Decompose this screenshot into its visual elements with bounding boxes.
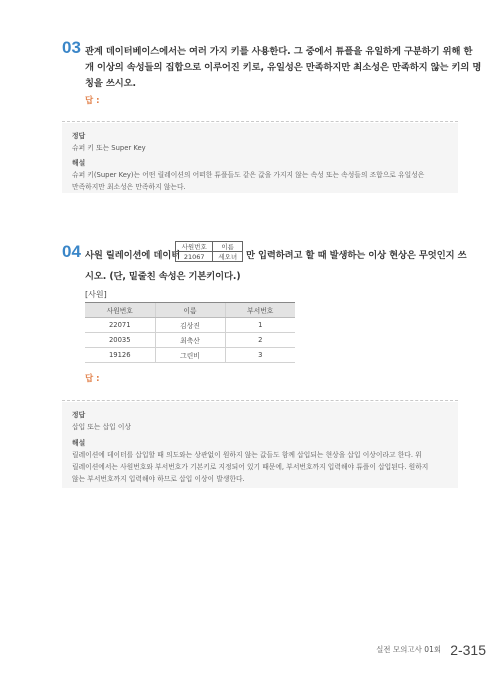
explanation-line: 만족하지만 최소성은 만족하지 않는다. <box>72 183 186 191</box>
table-row <box>85 348 295 363</box>
answer-divider <box>62 400 458 401</box>
explanation-line: 슈퍼 키(Super Key)는 어떤 릴레이션의 어떠한 튜플들도 같은 값을 가지지 않는 속성 또는 속성들의 조합으로 유일성은 <box>72 171 425 179</box>
answer-heading: 정답 <box>72 411 86 419</box>
explanation-heading: 해설 <box>72 439 86 447</box>
table-cell: 2 <box>225 333 295 348</box>
page-footer <box>376 639 486 658</box>
question-number: 04 <box>62 242 81 261</box>
question-text-line: 개 이상의 속성들의 집합으로 이루어진 키로, 유일성은 만족하지만 최소성은 만족하지 않는 키의 명 <box>85 62 482 73</box>
inline-header-cell: 사원번호 <box>176 242 213 252</box>
question-number: 03 <box>62 38 81 57</box>
page-number: 2-315 <box>450 641 486 658</box>
table-row <box>85 318 295 333</box>
solution-box <box>62 123 458 193</box>
relation-title: [사원] <box>85 290 107 299</box>
question-text-line: 만 입력하려고 할 때 발생하는 이상 현상은 무엇인지 쓰 <box>246 250 467 261</box>
column-header: 부서번호 <box>225 303 295 318</box>
footer-section-label: 실전 모의고사 01회 <box>376 645 442 654</box>
answer-label: 답 : <box>85 374 100 384</box>
explanation-line: 않는 부서번호까지 입력해야 하므로 삽입 이상이 발생한다. <box>72 475 245 483</box>
answer-heading: 정답 <box>72 132 86 140</box>
table-cell: 22071 <box>85 318 155 333</box>
table-row <box>85 333 295 348</box>
answer-label: 답 : <box>85 96 100 106</box>
question-text-line: 사원 릴레이션에 데이터 <box>85 250 181 261</box>
inline-value-cell: 21067 <box>176 252 213 262</box>
relation-table <box>85 302 295 363</box>
table-cell: 19126 <box>85 348 155 363</box>
explanation-heading: 해설 <box>72 159 86 167</box>
explanation-line: 릴레이션에서는 사원번호와 부서번호가 기본키로 지정되어 있기 때문에, 부서번호까지 입력해야 튜플이 삽입된다. 원하지 <box>72 463 429 471</box>
question-text-line: 칭을 쓰시오. <box>85 78 136 89</box>
answer-text: 삽입 또는 삽입 이상 <box>72 423 132 431</box>
table-cell: 김상진 <box>155 318 225 333</box>
question-text-line: 관계 데이터베이스에서는 여러 가지 키를 사용한다. 그 중에서 튜플을 유일하게 구분하기 위해 한 <box>85 46 473 57</box>
inline-header-cell: 이름 <box>213 242 243 252</box>
answer-text: 슈퍼 키 또는 Super Key <box>72 144 146 152</box>
inline-data-table <box>175 241 243 262</box>
table-cell: 최축산 <box>155 333 225 348</box>
table-cell: 그린비 <box>155 348 225 363</box>
solution-box <box>62 402 458 488</box>
table-cell: 3 <box>225 348 295 363</box>
explanation-line: 릴레이션에 데이터를 삽입할 때 의도와는 상관없이 원하지 않는 값들도 함께 삽입되는 현상을 삽입 이상이라고 한다. 위 <box>72 451 422 459</box>
inline-value-cell: 세오녀 <box>213 252 243 262</box>
column-header: 이름 <box>155 303 225 318</box>
answer-divider <box>62 121 458 122</box>
table-cell: 1 <box>225 318 295 333</box>
table-header-row <box>85 303 295 318</box>
column-header: 사원번호 <box>85 303 155 318</box>
question-text-line: 시오. (단, 밑줄친 속성은 기본키이다.) <box>85 271 241 282</box>
table-cell: 20035 <box>85 333 155 348</box>
